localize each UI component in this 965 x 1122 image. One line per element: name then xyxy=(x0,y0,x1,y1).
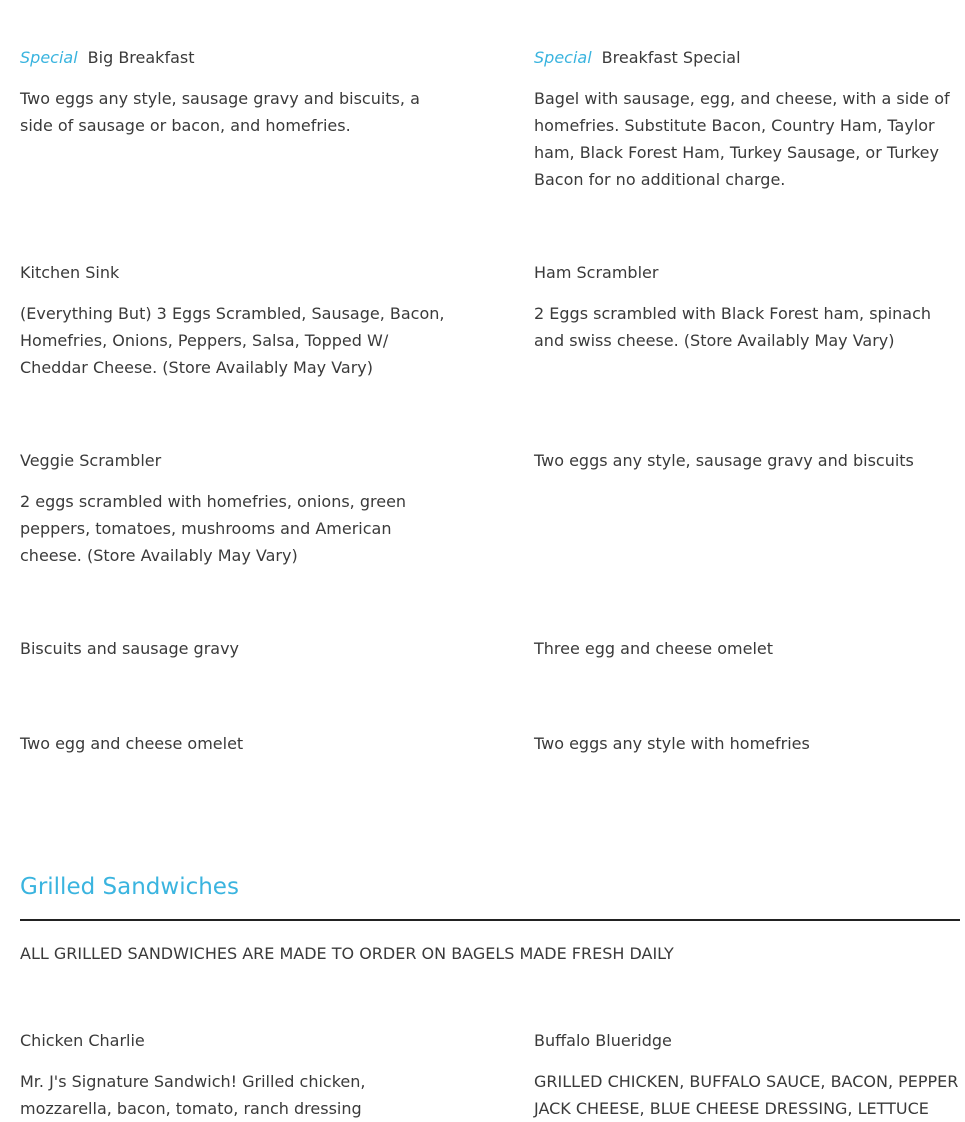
menu-item-description: Mr. J's Signature Sandwich! Grilled chicken, mozzarella, bacon, tomato, ranch dressing xyxy=(20,1072,366,1118)
menu-item-description: Bagel with sausage, egg, and cheese, with a side of homefries. Substitute Bacon, Country Ham, Taylor ham, Black Forest Ham, Turkey Sausage, or Turkey Bacon for no additional charge. xyxy=(534,89,950,189)
menu-item-buffalo-blueridge xyxy=(534,1031,959,1118)
menu-item-description: 2 eggs scrambled with homefries, onions, green peppers, tomatoes, mushrooms and American cheese. (Store Availably May Vary) xyxy=(20,492,407,565)
menu-item-name: Breakfast Special xyxy=(601,48,741,67)
menu-item-big-breakfast xyxy=(20,48,450,135)
menu-item-name: Veggie Scrambler xyxy=(20,451,162,470)
menu-item-ham-scrambler xyxy=(534,263,959,350)
menu-item-name: Ham Scrambler xyxy=(534,263,659,282)
menu-item-breakfast-special xyxy=(534,48,959,189)
menu-item-eggs-gravy-biscuits xyxy=(534,451,959,471)
menu-item-title xyxy=(534,48,959,68)
menu-item-name: Two eggs any style, sausage gravy and biscuits xyxy=(534,451,914,470)
section-title-grilled-sandwiches: Grilled Sandwiches xyxy=(20,874,239,900)
menu-item-description: GRILLED CHICKEN, BUFFALO SAUCE, BACON, PEPPER JACK CHEESE, BLUE CHEESE DRESSING, LETTUCE xyxy=(534,1072,959,1118)
section-divider xyxy=(20,919,960,921)
menu-item-name: Two eggs any style with homefries xyxy=(534,734,810,753)
special-tag: Special xyxy=(20,48,78,67)
menu-item-name: Chicken Charlie xyxy=(20,1031,145,1050)
menu-item-name: Buffalo Blueridge xyxy=(534,1031,672,1050)
section-note: ALL GRILLED SANDWICHES ARE MADE TO ORDER ON BAGELS MADE FRESH DAILY xyxy=(20,944,674,963)
menu-item-two-egg-omelet xyxy=(20,734,450,754)
special-tag: Special xyxy=(534,48,592,67)
menu-item-name: Big Breakfast xyxy=(87,48,195,67)
menu-item-name: Three egg and cheese omelet xyxy=(534,639,774,658)
menu-item-description: (Everything But) 3 Eggs Scrambled, Sausage, Bacon, Homefries, Onions, Peppers, Salsa, Topped W/ Cheddar Cheese. (Store Availably May Vary) xyxy=(20,304,445,377)
menu-item-name: Two egg and cheese omelet xyxy=(20,734,244,753)
menu-item-kitchen-sink xyxy=(20,263,450,377)
menu-item-description: 2 Eggs scrambled with Black Forest ham, spinach and swiss cheese. (Store Availably May Vary) xyxy=(534,304,932,350)
menu-item-veggie-scrambler xyxy=(20,451,450,565)
menu-item-name: Biscuits and sausage gravy xyxy=(20,639,240,658)
menu-item-three-egg-omelet xyxy=(534,639,959,659)
menu-item-eggs-homefries xyxy=(534,734,959,754)
menu-item-title xyxy=(20,48,450,68)
menu-item-chicken-charlie xyxy=(20,1031,450,1118)
menu-item-description: Two eggs any style, sausage gravy and biscuits, a side of sausage or bacon, and homefries. xyxy=(20,89,420,135)
menu-item-biscuits-gravy xyxy=(20,639,450,659)
menu-item-name: Kitchen Sink xyxy=(20,263,120,282)
